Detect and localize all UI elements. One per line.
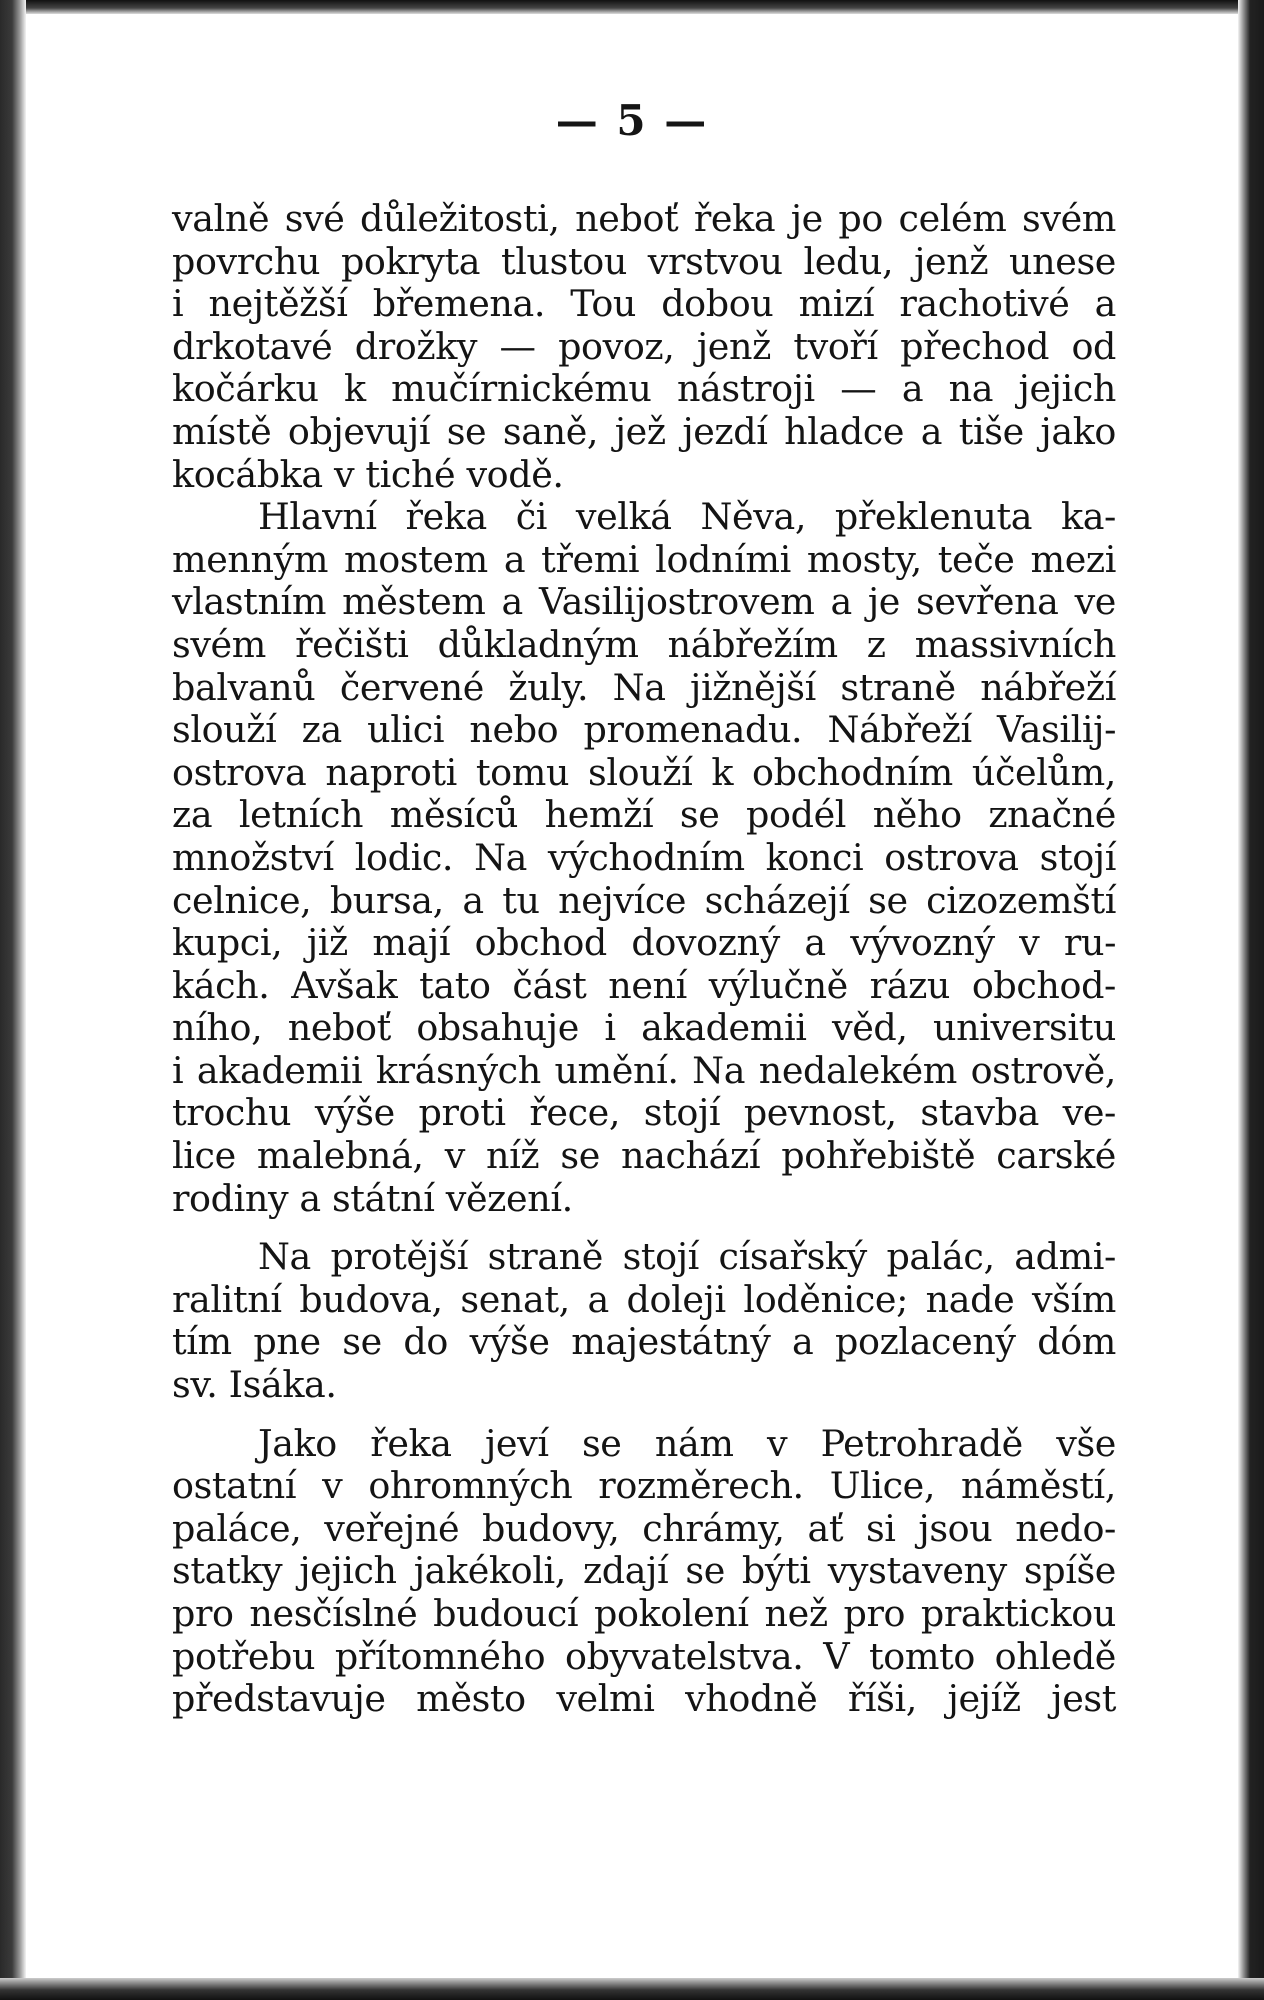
text-line: svém řečišti důkladným nábřežím z massivních — [172, 622, 1116, 666]
text-line: paláce, veřejné budovy, chrámy, ať si jsou nedo- — [172, 1506, 1116, 1550]
paragraph — [172, 1423, 1116, 1721]
scan-edge-top — [0, 0, 1264, 14]
text-line: množství lodic. Na východním konci ostrova stojí — [172, 835, 1116, 879]
scan-edge-bottom — [0, 1978, 1264, 2000]
text-line: ralitní budova, senat, a doleji loděnice; nade vším — [172, 1277, 1116, 1321]
text-line: za letních měsíců hemží se podél něho značné — [172, 793, 1116, 837]
text-line: valně své důležitosti, neboť řeka je po celém svém — [172, 197, 1116, 240]
paragraph — [172, 496, 1116, 1220]
text-line: kocábka v tiché vodě. — [172, 452, 564, 496]
text-line: kočárku k mučírnickému nástroji — a na jejich — [172, 367, 1116, 411]
text-line: celnice, bursa, a tu nejvíce scházejí se cizozemští — [172, 878, 1116, 922]
text-line: představuje město velmi vhodně říši, jejíž jest — [172, 1677, 1116, 1721]
text-line: i akademii krásných umění. Na nedalekém ostrově, — [172, 1048, 1116, 1092]
text-line: drkotavé drožky — povoz, jenž tvoří přechod od — [172, 324, 1116, 368]
text-line: povrchu pokryta tlustou vrstvou ledu, jenž unese — [172, 239, 1116, 283]
text-line: potřebu přítomného obyvatelstva. V tomto ohledě — [172, 1634, 1116, 1678]
page-number: — 5 — — [555, 96, 709, 145]
text-line: ostatní v ohromných rozměrech. Ulice, náměstí, — [172, 1464, 1116, 1508]
paragraph — [172, 1236, 1116, 1406]
text-line: rodiny a státní vězení. — [172, 1176, 573, 1220]
text-line: slouží za ulici nebo promenadu. Nábřeží Vasilij- — [172, 708, 1116, 752]
paragraph — [172, 198, 1116, 496]
text-line: kupci, již mají obchod dovozný a vývozný v ru- — [172, 921, 1116, 965]
text-line: ního, neboť obsahuje i akademii věd, universitu — [172, 1006, 1116, 1050]
text-line: ostrova naproti tomu slouží k obchodním účelům, — [172, 750, 1116, 794]
text-line: Hlavní řeka či velká Něva, překlenuta ka- — [258, 495, 1116, 539]
scan-edge-right — [1238, 0, 1264, 2000]
text-line: sv. Isáka. — [172, 1363, 337, 1407]
text-line: tím pne se do výše majestátný a pozlacený dóm — [172, 1320, 1116, 1364]
text-line: kách. Avšak tato část není výlučně rázu obchod- — [172, 963, 1116, 1007]
text-line: místě objevují se saně, jež jezdí hladce a tiše jako — [172, 409, 1116, 453]
text-line: Jako řeka jeví se nám v Petrohradě vše — [258, 1421, 1116, 1465]
text-line: menným mostem a třemi lodními mosty, teče mezi — [172, 537, 1116, 581]
text-line: statky jejich jakékoli, zdají se býti vystaveny spíše — [172, 1549, 1116, 1593]
scan-edge-left — [0, 0, 26, 2000]
text-line: vlastním městem a Vasilijostrovem a je sevřena ve — [172, 580, 1116, 624]
body-text — [172, 198, 1116, 1721]
text-line: i nejtěžší břemena. Tou dobou mizí rachotivé a — [172, 282, 1116, 326]
text-line: Na protější straně stojí císařský palác, admi- — [258, 1235, 1116, 1279]
text-line: pro nesčíslné budoucí pokolení než pro praktickou — [172, 1592, 1116, 1635]
text-line: balvanů červené žuly. Na jižnější straně nábřeží — [172, 665, 1116, 709]
text-line: trochu výše proti řece, stojí pevnost, stavba ve- — [172, 1091, 1116, 1135]
text-line: lice malebná, v níž se nachází pohřebiště carské — [172, 1134, 1116, 1178]
